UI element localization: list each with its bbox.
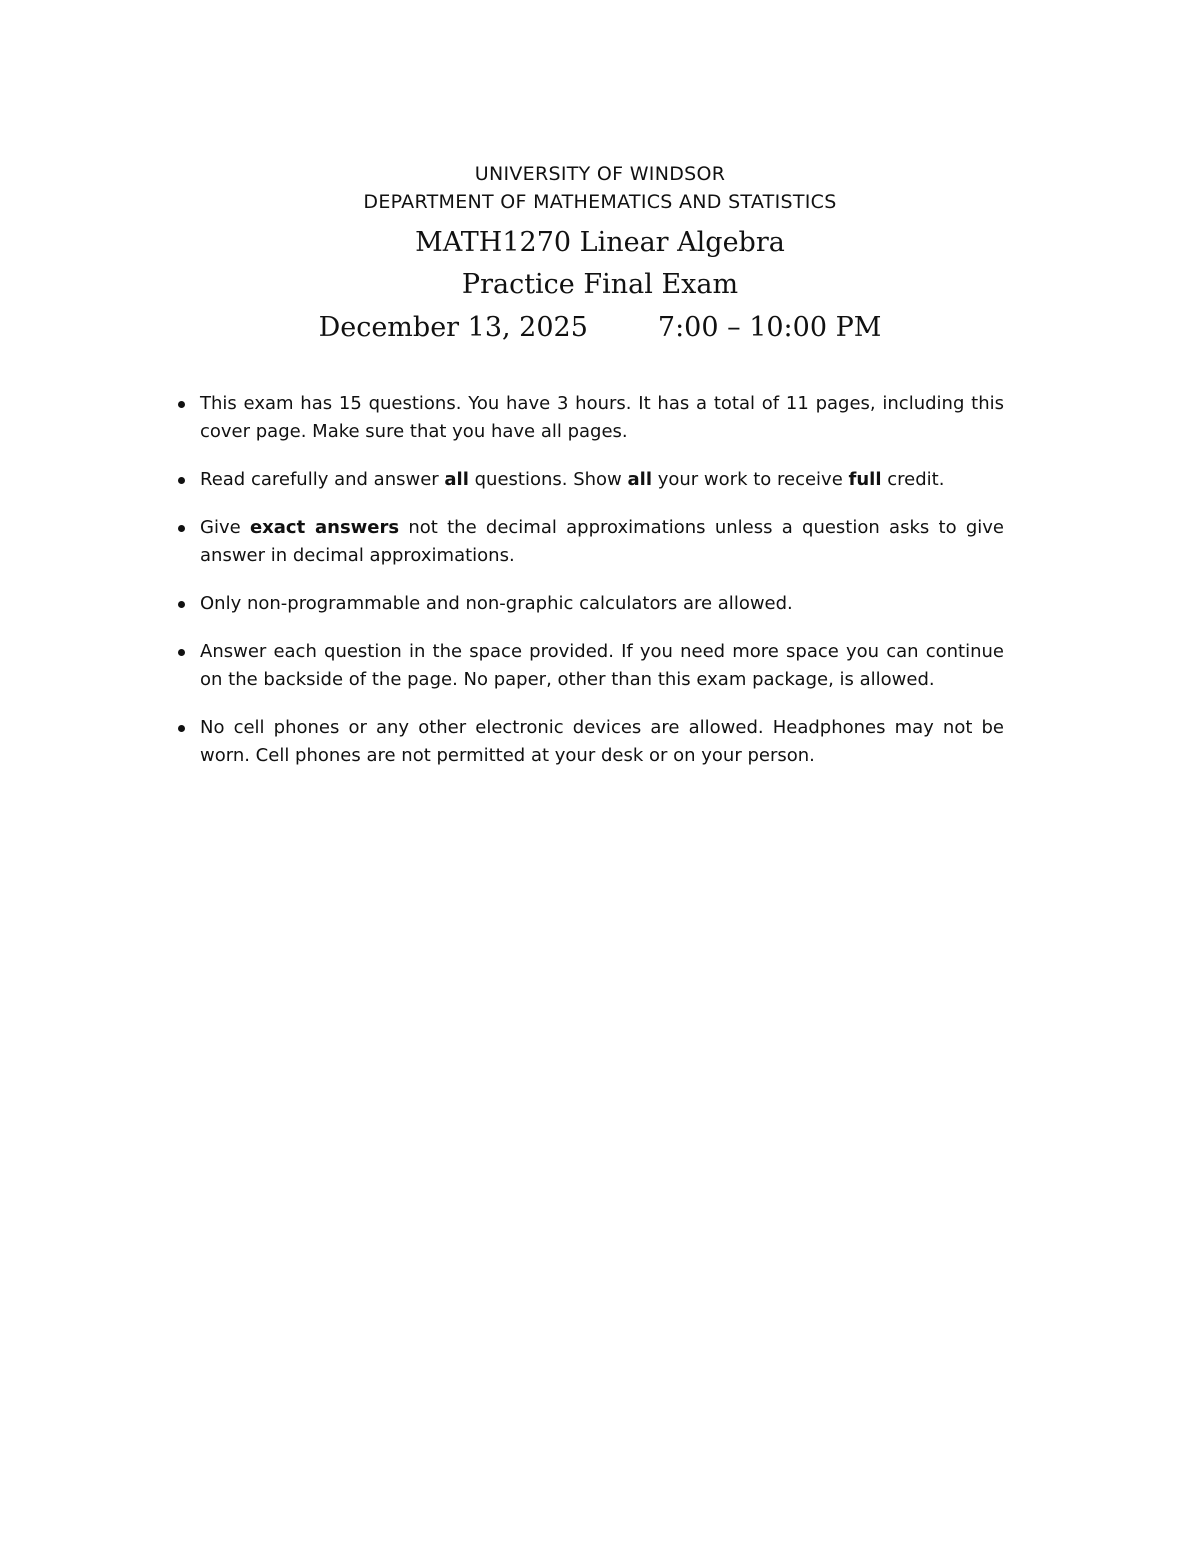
emphasis: exact answers [249, 517, 400, 538]
bullet-icon [178, 649, 185, 656]
instruction-item [178, 590, 1004, 618]
instruction-text: Read carefully and answer all questions. Show all your work to receive full credit. [200, 469, 945, 490]
instruction-item [178, 466, 1004, 494]
instruction-text: Only non-programmable and non-graphic calculators are allowed. [200, 593, 793, 614]
instruction-text: Give exact answers not the decimal approximations unless a question asks to give answer in decimal approximations. [200, 517, 1005, 566]
bullet-icon [178, 525, 185, 532]
exam-title: Practice Final Exam [461, 269, 739, 300]
exam-date-time [0, 308, 1200, 348]
instruction-item [178, 638, 1004, 694]
bullet-icon [178, 477, 185, 484]
instruction-text: Answer each question in the space provided. If you need more space you can continue on the backside of the page. No paper, other than this exam package, is allowed. [200, 641, 1004, 690]
bullet-icon [178, 401, 185, 408]
department-name: DEPARTMENT OF MATHEMATICS AND STATISTICS [363, 191, 837, 213]
emphasis: all [444, 469, 469, 490]
bullet-icon [178, 725, 185, 732]
bullet-icon [178, 601, 185, 608]
instruction-item [178, 390, 1004, 446]
exam-time: 7:00 – 10:00 PM [657, 312, 882, 343]
university-name: UNIVERSITY OF WINDSOR [474, 163, 726, 185]
instruction-text: No cell phones or any other electronic devices are allowed. Headphones may not be worn. Cell phones are not permitted at your desk or on your person. [200, 717, 1004, 766]
emphasis: full [848, 469, 882, 490]
instructions-list [178, 390, 1004, 790]
emphasis: all [627, 469, 653, 490]
instruction-text: This exam has 15 questions. You have 3 hours. It has a total of 11 pages, including this cover page. Make sure that you have all pages. [200, 393, 1004, 442]
instruction-item [178, 714, 1004, 770]
instruction-item [178, 514, 1004, 570]
exam-date: December 13, 2025 [318, 312, 588, 343]
course-title: MATH1270 Linear Algebra [415, 227, 785, 258]
